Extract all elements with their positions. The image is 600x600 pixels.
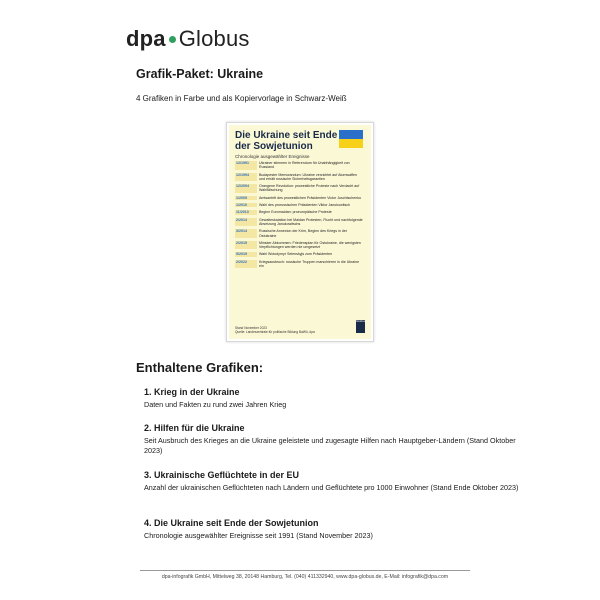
ukraine-flag-icon [339, 130, 363, 148]
event-row [235, 241, 363, 250]
graphic-item-1 [144, 387, 524, 410]
thumbnail-subtitle: Chronologie ausgewählter Ereignisse [235, 154, 310, 159]
event-date: 12/2004 [235, 184, 257, 193]
event-text: Beginn Euromaidan: proeuropäische Proteste [259, 210, 332, 215]
item-title: 2. Hilfen für die Ukraine [144, 423, 245, 433]
event-text: Wahl des prorussischen Präsidenten Viktor Janukowitsch [259, 203, 351, 208]
event-row [235, 173, 363, 182]
event-text: Amtsantritt des prowestlichen Präsidenten Victor Juschtschenko [259, 195, 362, 200]
event-date: 12/1991 [235, 161, 257, 170]
event-row [235, 252, 363, 256]
item-title: 4. Die Ukraine seit Ende der Sowjetunion [144, 518, 319, 528]
event-date: 2/2014 [235, 218, 257, 227]
thumbnail-footer [235, 326, 315, 334]
event-text: Gewalteskalation bei Maidan Protesten, Flucht und nachfolgende Absetzung Janukowitschs [259, 217, 363, 226]
graphic-item-3 [144, 470, 524, 493]
item-description: Chronologie ausgewählter Ereignisse seit 1991 (Stand November 2023) [144, 531, 373, 540]
item-title: 3. Ukrainische Geflüchtete in der EU [144, 470, 300, 480]
event-date: 11/2013 [235, 210, 257, 214]
event-date: 1/2005 [235, 196, 257, 200]
event-date: 5/2019 [235, 252, 257, 256]
event-text: Minsker Abkommen: Friedensplan für Ostukraine, die wenigsten Verpflichtungen werden nie umgesetzt [259, 240, 361, 250]
thumbnail-source: Quelle: Landeszentrale für politische Bildung BaWü, dpa [235, 330, 315, 334]
item-description: Seit Ausbruch des Krieges an die Ukraine geleistete und zugesagte Hilfen nach Hauptgeber-Ländern (Stand Oktober 2023) [144, 436, 516, 455]
event-row [235, 184, 363, 193]
event-text: Budapester Memorandum: Ukraine verzichtet auf Atomwaffen und erhält russische Sicherheitsgarantien [259, 172, 358, 181]
thumbnail-inner [229, 125, 371, 339]
event-row [235, 218, 363, 227]
event-date: 12/1994 [235, 173, 257, 182]
event-row [235, 260, 363, 269]
logo-dpa: dpa [126, 26, 166, 51]
package-title: Grafik-Paket: Ukraine [136, 67, 264, 81]
event-row [235, 196, 363, 200]
item-description: Anzahl der ukrainischen Geflüchteten nach Ländern und Geflüchtete pro 1000 Einwohner (Stand Ende Oktober 2023) [144, 483, 519, 492]
event-date: 3/2014 [235, 229, 257, 238]
event-row [235, 203, 363, 207]
event-row [235, 210, 363, 214]
section-title: Enthaltene Grafiken: [136, 360, 264, 375]
graphic-item-2 [144, 423, 524, 455]
graphic-item-4 [144, 518, 524, 541]
event-date: 2/2015 [235, 241, 257, 250]
event-text: Russische Annexion der Krim, Beginn des Kriegs in der Ostukraine [259, 229, 348, 238]
event-text: Wahl Wolodymyr Selenskyjs zum Präsidenten [259, 252, 333, 257]
event-date: 2/2022 [235, 260, 257, 269]
event-row [235, 161, 363, 170]
event-text: Orangene Revolution: prowestliche Proteste nach Verdacht auf Wahlfälschung [259, 184, 360, 193]
event-date: 1/2010 [235, 203, 257, 207]
globus-badge-icon: Globus [356, 320, 365, 333]
thumbnail-stand: Stand November 2023 [235, 326, 267, 330]
item-title: 1. Krieg in der Ukraine [144, 387, 240, 397]
footer-divider [140, 570, 470, 571]
package-subtitle: 4 Grafiken in Farbe und als Kopiervorlage in Schwarz-Weiß [136, 94, 347, 103]
logo-globus: Globus [178, 26, 250, 51]
logo-dot [169, 36, 176, 43]
item-description: Daten und Fakten zu rund zwei Jahren Krieg [144, 400, 287, 409]
thumbnail-title: Die Ukraine seit Ende der Sowjetunion [235, 130, 338, 152]
dpa-globus-logo [126, 26, 250, 52]
footer-contact: dpa-infografik GmbH, Mittelweg 38, 20148 Hamburg, Tel. (040) 411332940, www.dpa-globus.de, E-Mail: infografik@dpa.com [161, 574, 449, 580]
graphic-thumbnail [226, 122, 374, 342]
event-text: Ukrainer stimmen in Referendum für Unabhängigkeit von Russland [259, 161, 350, 170]
event-row [235, 229, 363, 238]
event-text: Kriegsausbruch: russische Truppen marschieren in die Ukraine ein [259, 259, 360, 269]
thumbnail-events [235, 161, 363, 271]
